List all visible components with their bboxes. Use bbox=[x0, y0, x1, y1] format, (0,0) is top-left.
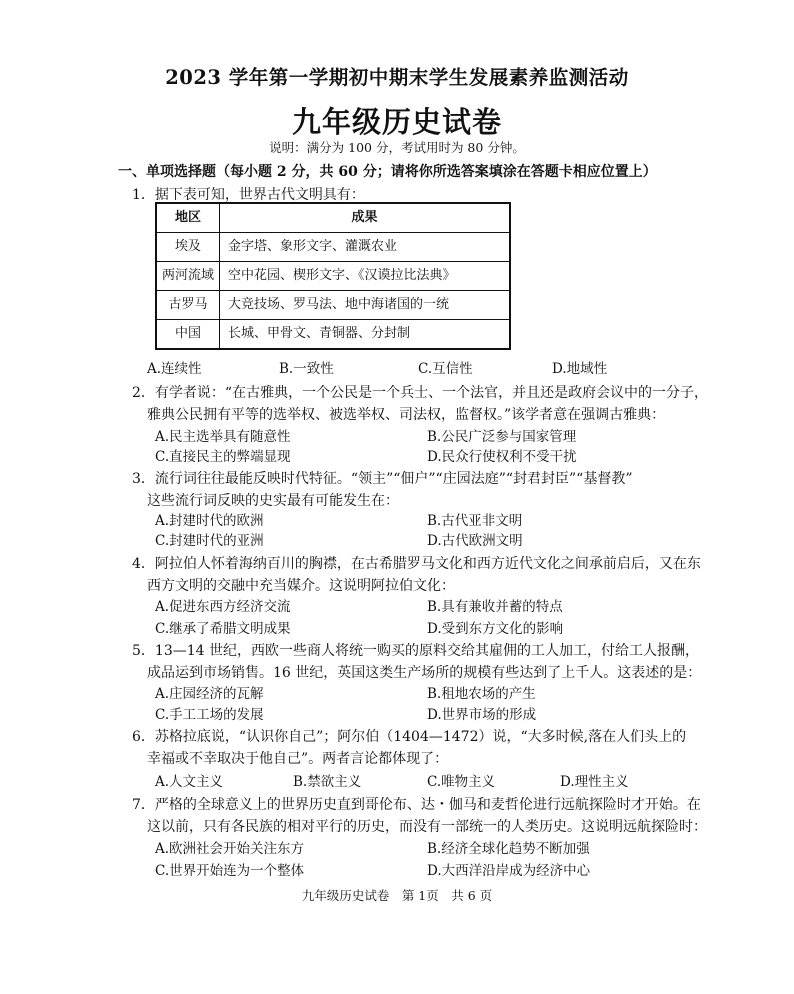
question-1-stem: 1．据下表可知，世界古代文明具有： bbox=[132, 187, 365, 203]
question-3-option-b: B.古代亚非文明 bbox=[427, 513, 523, 529]
table-row bbox=[156, 291, 510, 320]
question-2-option-d: D.民众行使权利不受干扰 bbox=[427, 449, 577, 465]
question-1-option-a: A.连续性 bbox=[147, 361, 202, 377]
table-cell-region: 埃及 bbox=[156, 233, 220, 262]
question-4-option-d: D.受到东方文化的影响 bbox=[427, 621, 564, 637]
exam-event-title: 2023 学年第一学期初中期末学生发展素养监测活动 bbox=[165, 66, 629, 89]
question-2-option-b: B.公民广泛参与国家管理 bbox=[427, 429, 577, 445]
question-7-stem-line-1: 7．严格的全球意义上的世界历史直到哥伦布、达・伽马和麦哲伦进行远航探险时才开始。在 bbox=[132, 797, 701, 813]
question-1-option-c: C.互信性 bbox=[418, 361, 473, 377]
table-cell-region: 中国 bbox=[156, 320, 220, 350]
question-4-option-a: A.促进东西方经济交流 bbox=[155, 599, 291, 615]
question-2-stem-line-2: 雅典公民拥有平等的选举权、被选举权、司法权，监督权。”该学者意在强调古雅典： bbox=[147, 407, 666, 423]
question-4-stem-line-1: 4．阿拉伯人怀着海纳百川的胸襟，在古希腊罗马文化和西方近代文化之间承前启后，又在东 bbox=[132, 556, 701, 572]
table-cell-achievements: 金字塔、象形文字、灌溉农业 bbox=[220, 233, 511, 262]
page-title: 九年级历史试卷 bbox=[291, 105, 502, 139]
exam-instructions: 说明：满分为 100 分，考试用时为 80 分钟。 bbox=[269, 140, 525, 155]
question-7-option-b: B.经济全球化趋势不断加强 bbox=[427, 841, 590, 857]
question-1-option-b: B.一致性 bbox=[279, 361, 334, 377]
question-5-option-d: D.世界市场的形成 bbox=[427, 707, 537, 723]
question-4-stem-line-2: 西方文明的交融中充当媒介。这说明阿拉伯文化： bbox=[147, 578, 455, 594]
table-row bbox=[156, 233, 510, 262]
question-6-option-a: A.人文主义 bbox=[155, 774, 224, 790]
question-5-stem-line-1: 5．13—14 世纪，西欧一些商人将统一购买的原料交给其雇佣的工人加工，付给工人报酬， bbox=[132, 643, 699, 659]
table-row bbox=[156, 320, 510, 350]
question-6-stem-line-2: 幸福或不幸取决于他自己”。两者言论都体现了： bbox=[147, 751, 449, 767]
question-3-option-d: D.古代欧洲文明 bbox=[427, 533, 523, 549]
question-3-option-c: C.封建时代的亚洲 bbox=[155, 533, 264, 549]
question-4-option-c: C.继承了希腊文明成果 bbox=[155, 621, 291, 637]
table-row bbox=[156, 262, 510, 291]
table-header-row bbox=[156, 203, 510, 233]
question-2-stem-line-1: 2．有学者说：“在古雅典，一个公民是一个兵士、一个法官，并且还是政府会议中的一分子， bbox=[132, 385, 709, 401]
table-cell-region: 古罗马 bbox=[156, 291, 220, 320]
question-7-option-c: C.世界开始连为一个整体 bbox=[155, 863, 305, 879]
table-cell-achievements: 大竞技场、罗马法、地中海诸国的一统 bbox=[220, 291, 511, 320]
question-7-stem-line-2: 这以前，只有各民族的相对平行的历史，而没有一部统一的人类历史。这说明远航探险时： bbox=[147, 819, 707, 835]
question-5-stem-line-2: 成品运到市场销售。16 世纪，英国这类生产场所的规模有些达到了上千人。这表述的是： bbox=[147, 665, 702, 681]
table-header-region: 地区 bbox=[156, 203, 220, 233]
question-6-option-c: C.唯物主义 bbox=[427, 774, 496, 790]
question-4-option-b: B.具有兼收并蓄的特点 bbox=[427, 599, 563, 615]
question-6-option-d: D.理性主义 bbox=[560, 774, 629, 790]
question-5-option-a: A.庄园经济的瓦解 bbox=[155, 686, 264, 702]
table-cell-achievements: 长城、甲骨文、青铜器、分封制 bbox=[220, 320, 511, 350]
question-7-option-a: A.欧洲社会开始关注东方 bbox=[155, 841, 305, 857]
question-7-option-d: D.大西洋沿岸成为经济中心 bbox=[427, 863, 591, 879]
table-cell-region: 两河流域 bbox=[156, 262, 220, 291]
page-footer: 九年级历史试卷 第 1页 共 6 页 bbox=[301, 888, 493, 903]
question-6-stem-line-1: 6．苏格拉底说，“认识你自己”；阿尔伯（1404—1472）说，“大多时候,落在人们头上的 bbox=[132, 729, 687, 745]
question-3-stem-line-2: 这些流行词反映的史实最有可能发生在： bbox=[147, 493, 399, 509]
table-header-achievements: 成果 bbox=[220, 203, 511, 233]
civilization-table bbox=[155, 202, 511, 350]
question-5-option-c: C.手工工场的发展 bbox=[155, 707, 264, 723]
section-heading: 一、单项选择题（每小题 2 分，共 60 分；请将你所选答案填涂在答题卡相应位置上） bbox=[118, 164, 657, 180]
question-5-option-b: B.租地农场的产生 bbox=[427, 686, 536, 702]
question-2-option-c: C.直接民主的弊端显现 bbox=[155, 449, 291, 465]
table-cell-achievements: 空中花园、楔形文字、《汉谟拉比法典》 bbox=[220, 262, 511, 291]
question-6-option-b: B.禁欲主义 bbox=[293, 774, 362, 790]
question-1-option-d: D.地域性 bbox=[552, 361, 608, 377]
question-3-stem-line-1: 3．流行词往往最能反映时代特征。“领主”“佃户”“庄园法庭”“封君封臣”“基督教” bbox=[132, 471, 633, 487]
question-3-option-a: A.封建时代的欧洲 bbox=[155, 513, 264, 529]
question-2-option-a: A.民主选举具有随意性 bbox=[155, 429, 291, 445]
